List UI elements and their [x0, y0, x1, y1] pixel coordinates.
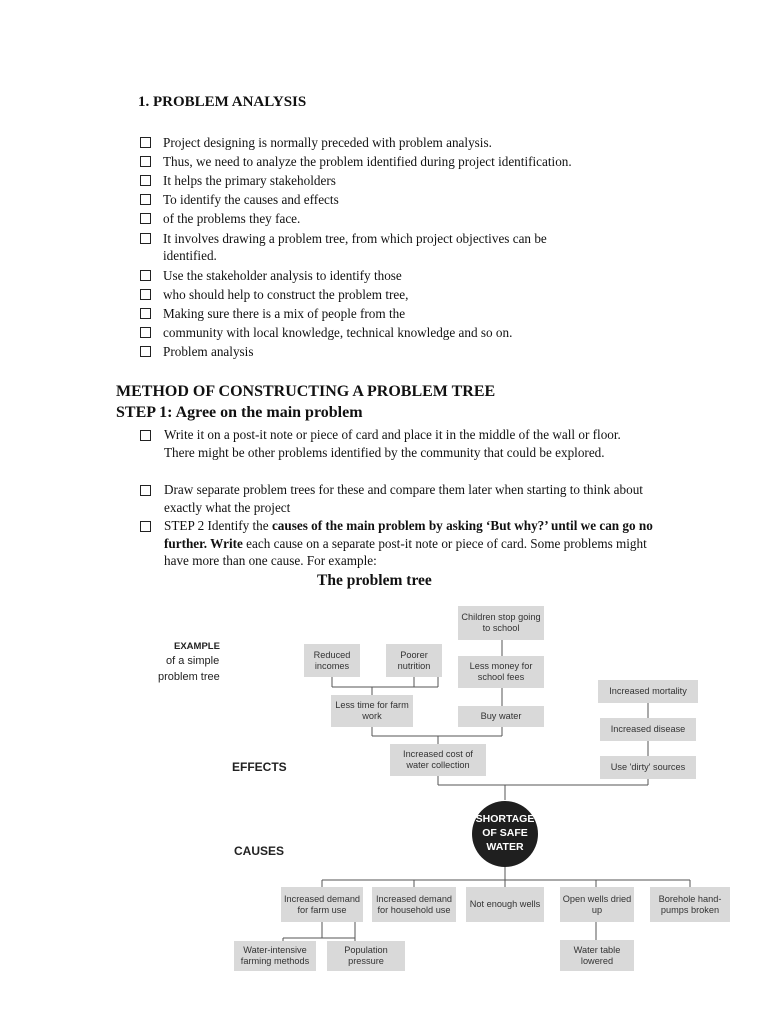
list-item: Project designing is normally preceded with problem analysis. [140, 134, 492, 152]
list-item-continuation: identified. [163, 248, 217, 263]
list-item: It involves drawing a problem tree, from which project objectives can be [140, 230, 547, 248]
effect-node: Children stop going to school [458, 606, 544, 640]
list-item: Use the stakeholder analysis to identify those [140, 267, 402, 285]
effects-label: EFFECTS [232, 760, 287, 774]
effect-node: Less time for farm work [331, 695, 413, 727]
example-subtitle: of a simple [166, 655, 220, 667]
list-item: Problem analysis [140, 343, 253, 361]
section-title: 1. PROBLEM ANALYSIS [138, 94, 307, 110]
causes-label: CAUSES [234, 844, 285, 858]
example-subtitle: problem tree [158, 671, 220, 683]
list-item: Thus, we need to analyze the problem identified during project identification. [140, 153, 572, 171]
list-item: To identify the causes and effects [140, 191, 339, 209]
effect-node: Buy water [458, 706, 544, 727]
list-item: Making sure there is a mix of people from the [140, 305, 405, 323]
list-item: of the problems they face. [140, 210, 300, 228]
effect-node: Reduced incomes [304, 644, 360, 677]
cause-node: Open wells dried up [560, 887, 634, 922]
cause-node: Population pressure [327, 941, 405, 971]
cause-node: Not enough wells [466, 887, 544, 922]
cause-node: Water table lowered [560, 940, 634, 971]
cause-node: Increased demand for farm use [281, 887, 363, 922]
effect-node: Increased mortality [598, 680, 698, 703]
list-item: who should help to construct the problem tree, [140, 286, 408, 304]
method-heading: METHOD OF CONSTRUCTING A PROBLEM TREE [116, 383, 496, 400]
cause-node: Increased demand for household use [372, 887, 456, 922]
core-problem-text: SHORTAGE OF SAFE WATER [475, 813, 535, 853]
diagram-title: The problem tree [317, 572, 432, 589]
effect-node: Less money for school fees [458, 656, 544, 688]
example-label: EXAMPLE [174, 641, 220, 652]
effect-node: Increased cost of water collection [390, 744, 486, 776]
effect-node: Increased disease [600, 718, 696, 741]
step1-heading: STEP 1: Agree on the main problem [116, 404, 363, 421]
effect-node: Use 'dirty' sources [600, 756, 696, 779]
list-item: community with local knowledge, technical knowledge and so on. [140, 324, 512, 342]
cause-node: Borehole hand-pumps broken [650, 887, 730, 922]
cause-node: Water-intensive farming methods [234, 941, 316, 971]
effect-node: Poorer nutrition [386, 644, 442, 677]
list-item: It helps the primary stakeholders [140, 172, 336, 190]
